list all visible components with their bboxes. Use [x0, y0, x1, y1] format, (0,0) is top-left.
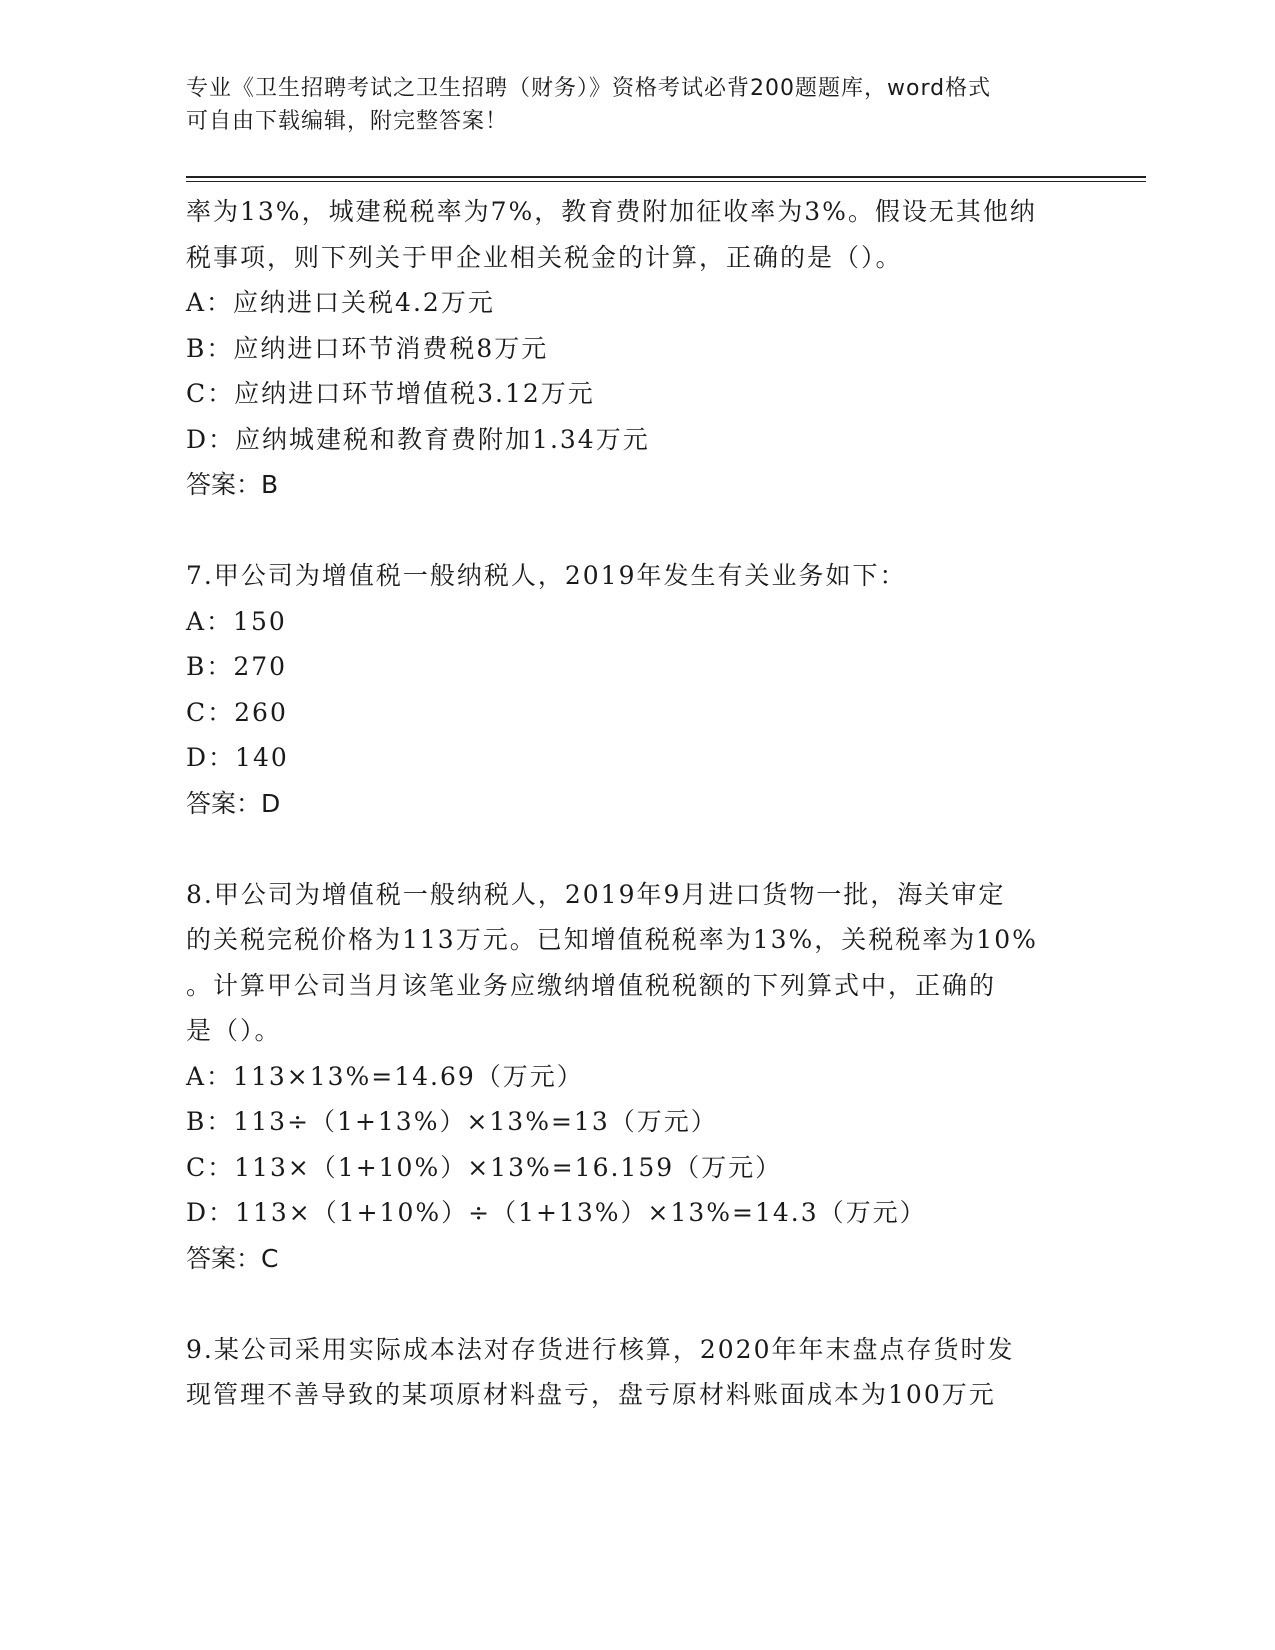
option-c: C：260 [186, 697, 288, 727]
header-rule-thin [186, 181, 1146, 182]
option-a: A：113×13%=14.69（万元） [186, 1061, 584, 1091]
document-body [186, 189, 1086, 1418]
question-stem: 率为13%，城建税税率为7%，教育费附加征收率为3%。假设无其他纳 [186, 197, 1037, 226]
question-stem: 现管理不善导致的某项原材料盘亏，盘亏原材料账面成本为100万元 [186, 1380, 996, 1409]
question-8 [186, 872, 1086, 1282]
question-7 [186, 553, 1086, 826]
question-6 [186, 189, 1086, 508]
question-stem: 9.某公司采用实际成本法对存货进行核算，2020年年末盘点存货时发 [186, 1334, 1015, 1364]
option-c: C：应纳进口环节增值税3.12万元 [186, 379, 595, 408]
question-stem: 的关税完税价格为113万元。已知增值税税率为13%，关税税率为10% [186, 925, 1038, 954]
option-d: D：113×（1+10%）÷（1+13%）×13%=14.3（万元） [186, 1198, 927, 1227]
answer-line: 答案：D [186, 788, 281, 818]
question-stem: 8.甲公司为增值税一般纳税人，2019年9月进口货物一批，海关审定 [186, 879, 1006, 909]
header-rule-thick [186, 176, 1146, 178]
option-a: A：应纳进口关税4.2万元 [186, 288, 495, 317]
answer-line: 答案：C [186, 1243, 279, 1273]
question-stem: 7.甲公司为增值税一般纳税人，2019年发生有关业务如下： [186, 561, 907, 590]
option-d: D：应纳城建税和教育费附加1.34万元 [186, 424, 650, 454]
option-d: D：140 [186, 743, 289, 772]
document-header [186, 72, 1066, 138]
question-spacer [186, 826, 1086, 872]
option-c: C：113×（1+10%）×13%=16.159（万元） [186, 1152, 783, 1182]
question-spacer [186, 508, 1086, 554]
question-stem: 是（）。 [186, 1016, 282, 1045]
option-a: A：150 [186, 606, 287, 636]
header-line-1: 专业《卫生招聘考试之卫生招聘（财务）》资格考试必背200题题库，word格式 [186, 76, 992, 101]
option-b: B：应纳进口环节消费税8万元 [186, 333, 549, 363]
question-stem: 。计算甲公司当月该笔业务应缴纳增值税税额的下列算式中，正确的 [186, 970, 997, 1000]
question-spacer [186, 1281, 1086, 1327]
question-stem: 税事项，则下列关于甲企业相关税金的计算，正确的是（）。 [186, 242, 903, 272]
option-b: B：270 [186, 652, 288, 681]
option-b: B：113÷（1+13%）×13%=13（万元） [186, 1107, 718, 1136]
header-line-2: 可自由下载编辑，附完整答案！ [186, 109, 509, 134]
question-9 [186, 1327, 1086, 1418]
answer-line: 答案：B [186, 470, 279, 499]
